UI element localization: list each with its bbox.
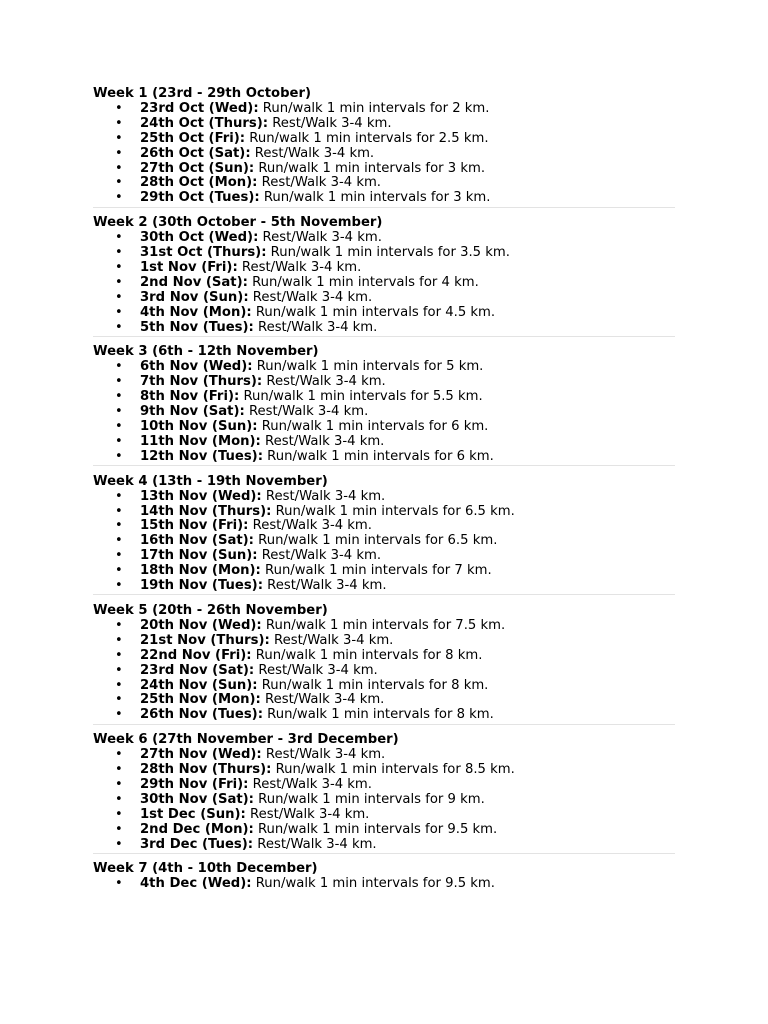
day-label: 28th Nov (Thurs): bbox=[140, 762, 272, 778]
list-item bbox=[93, 390, 675, 405]
day-activity: Run/walk 1 min intervals for 6 km. bbox=[262, 448, 494, 464]
day-label: 29th Oct (Tues): bbox=[140, 190, 260, 206]
list-item bbox=[93, 405, 675, 420]
day-activity: Run/walk 1 min intervals for 4 km. bbox=[247, 274, 479, 290]
day-activity: Run/walk 1 min intervals for 3 km. bbox=[254, 160, 486, 176]
day-activity: Rest/Walk 3-4 km. bbox=[245, 806, 370, 822]
day-activity: Run/walk 1 min intervals for 3.5 km. bbox=[266, 245, 510, 261]
list-item bbox=[93, 679, 675, 694]
day-activity: Rest/Walk 3-4 km. bbox=[253, 836, 377, 852]
week-section bbox=[93, 860, 675, 892]
list-item bbox=[93, 748, 675, 763]
week-title: Week 4 (13th - 19th November) bbox=[93, 473, 328, 489]
day-label: 28th Oct (Mon): bbox=[140, 175, 258, 191]
list-item bbox=[93, 838, 675, 853]
day-activity: Rest/Walk 3-4 km. bbox=[254, 662, 378, 678]
list-item bbox=[93, 619, 675, 634]
day-activity: Rest/Walk 3-4 km. bbox=[268, 115, 392, 131]
day-label: 25th Nov (Mon): bbox=[140, 692, 261, 708]
day-activity: Rest/Walk 3-4 km. bbox=[248, 776, 372, 792]
week-section bbox=[93, 214, 675, 337]
list-item bbox=[93, 306, 675, 321]
day-activity: Rest/Walk 3-4 km. bbox=[262, 578, 387, 594]
day-label: 24th Nov (Sun): bbox=[140, 677, 258, 693]
day-label: 25th Oct (Fri): bbox=[140, 130, 246, 146]
day-list bbox=[93, 877, 675, 892]
list-item bbox=[93, 321, 675, 336]
day-label: 2nd Dec (Mon): bbox=[140, 821, 254, 837]
day-activity: Run/walk 1 min intervals for 3 km. bbox=[259, 190, 491, 206]
day-label: 3rd Dec (Tues): bbox=[140, 836, 254, 852]
day-label: 12th Nov (Tues): bbox=[140, 448, 263, 464]
day-label: 13th Nov (Wed): bbox=[140, 488, 262, 504]
day-activity: Rest/Walk 3-4 km. bbox=[250, 145, 375, 161]
day-list bbox=[93, 490, 675, 594]
section-divider bbox=[93, 724, 675, 725]
day-label: 9th Nov (Sat): bbox=[140, 404, 245, 420]
day-activity: Rest/Walk 3-4 km. bbox=[261, 747, 386, 763]
day-activity: Run/walk 1 min intervals for 8.5 km. bbox=[271, 762, 515, 778]
week-section bbox=[93, 602, 675, 725]
day-label: 17th Nov (Sun): bbox=[140, 548, 258, 564]
list-item bbox=[93, 191, 675, 206]
day-label: 21st Nov (Thurs): bbox=[140, 632, 270, 648]
day-label: 18th Nov (Mon): bbox=[140, 563, 261, 579]
day-label: 20th Nov (Wed): bbox=[140, 617, 262, 633]
list-item bbox=[93, 291, 675, 306]
day-activity: Run/walk 1 min intervals for 4.5 km. bbox=[251, 304, 496, 320]
day-activity: Rest/Walk 3-4 km. bbox=[248, 518, 372, 534]
day-list bbox=[93, 231, 675, 335]
day-label: 23rd Nov (Sat): bbox=[140, 662, 255, 678]
day-label: 23rd Oct (Wed): bbox=[140, 101, 259, 116]
day-label: 26th Nov (Tues): bbox=[140, 707, 263, 723]
list-item bbox=[93, 176, 675, 191]
day-label: 2nd Nov (Sat): bbox=[140, 274, 248, 290]
list-item bbox=[93, 375, 675, 390]
section-divider bbox=[93, 853, 675, 854]
day-label: 24th Oct (Thurs): bbox=[140, 115, 269, 131]
day-activity: Run/walk 1 min intervals for 7.5 km. bbox=[261, 617, 506, 633]
section-divider bbox=[93, 594, 675, 595]
list-item bbox=[93, 579, 675, 594]
day-activity: Rest/Walk 3-4 km. bbox=[244, 404, 369, 420]
day-label: 22nd Nov (Fri): bbox=[140, 647, 252, 663]
day-activity: Rest/Walk 3-4 km. bbox=[258, 230, 382, 246]
day-activity: Run/walk 1 min intervals for 2.5 km. bbox=[245, 130, 489, 146]
day-label: 15th Nov (Fri): bbox=[140, 518, 249, 534]
list-item bbox=[93, 534, 675, 549]
day-activity: Run/walk 1 min intervals for 9.5 km. bbox=[253, 821, 498, 837]
list-item bbox=[93, 102, 675, 117]
list-item bbox=[93, 763, 675, 778]
day-activity: Rest/Walk 3-4 km. bbox=[262, 374, 386, 390]
list-item bbox=[93, 231, 675, 246]
day-list bbox=[93, 619, 675, 723]
list-item bbox=[93, 823, 675, 838]
list-item bbox=[93, 505, 675, 520]
week-title: Week 1 (23rd - 29th October) bbox=[93, 86, 312, 101]
day-label: 1st Dec (Sun): bbox=[140, 806, 246, 822]
day-label: 27th Oct (Sun): bbox=[140, 160, 255, 176]
section-divider bbox=[93, 336, 675, 337]
list-item bbox=[93, 147, 675, 162]
week-section bbox=[93, 731, 675, 854]
list-item bbox=[93, 793, 675, 808]
day-activity: Run/walk 1 min intervals for 8 km. bbox=[251, 647, 483, 663]
day-activity: Rest/Walk 3-4 km. bbox=[257, 548, 382, 564]
list-item bbox=[93, 564, 675, 579]
day-label: 3rd Nov (Sun): bbox=[140, 289, 249, 305]
day-label: 29th Nov (Fri): bbox=[140, 776, 249, 792]
day-activity: Run/walk 1 min intervals for 5.5 km. bbox=[239, 389, 483, 405]
day-label: 27th Nov (Wed): bbox=[140, 747, 262, 763]
list-item bbox=[93, 420, 675, 435]
day-list bbox=[93, 102, 675, 206]
list-item bbox=[93, 117, 675, 132]
day-label: 6th Nov (Wed): bbox=[140, 359, 253, 375]
day-activity: Rest/Walk 3-4 km. bbox=[237, 260, 362, 276]
day-activity: Rest/Walk 3-4 km. bbox=[260, 433, 385, 449]
day-activity: Run/walk 1 min intervals for 9 km. bbox=[253, 791, 485, 807]
day-label: 1st Nov (Fri): bbox=[140, 260, 238, 276]
day-label: 10th Nov (Sun): bbox=[140, 419, 258, 435]
day-label: 14th Nov (Thurs): bbox=[140, 503, 272, 519]
day-label: 4th Nov (Mon): bbox=[140, 304, 252, 320]
day-activity: Run/walk 1 min intervals for 5 km. bbox=[252, 359, 484, 375]
day-label: 4th Dec (Wed): bbox=[140, 876, 252, 892]
day-list bbox=[93, 748, 675, 852]
section-divider bbox=[93, 465, 675, 466]
day-label: 11th Nov (Mon): bbox=[140, 433, 261, 449]
day-label: 7th Nov (Thurs): bbox=[140, 374, 263, 390]
day-activity: Rest/Walk 3-4 km. bbox=[260, 692, 385, 708]
list-item bbox=[93, 360, 675, 375]
week-section bbox=[93, 473, 675, 596]
list-item bbox=[93, 490, 675, 505]
week-title: Week 2 (30th October - 5th November) bbox=[93, 215, 383, 231]
day-label: 8th Nov (Fri): bbox=[140, 389, 240, 405]
list-item bbox=[93, 708, 675, 723]
training-plan-document bbox=[93, 85, 675, 899]
day-label: 5th Nov (Tues): bbox=[140, 319, 254, 335]
list-item bbox=[93, 664, 675, 679]
day-list bbox=[93, 360, 675, 464]
day-activity: Run/walk 1 min intervals for 7 km. bbox=[260, 563, 492, 579]
day-activity: Run/walk 1 min intervals for 6 km. bbox=[257, 419, 489, 435]
day-activity: Rest/Walk 3-4 km. bbox=[261, 488, 386, 504]
day-activity: Run/walk 1 min intervals for 6.5 km. bbox=[271, 503, 515, 519]
day-activity: Run/walk 1 min intervals for 8 km. bbox=[262, 707, 494, 723]
day-activity: Rest/Walk 3-4 km. bbox=[257, 175, 382, 191]
list-item bbox=[93, 649, 675, 664]
day-label: 16th Nov (Sat): bbox=[140, 533, 254, 549]
list-item bbox=[93, 162, 675, 177]
list-item bbox=[93, 519, 675, 534]
list-item bbox=[93, 549, 675, 564]
list-item bbox=[93, 808, 675, 823]
day-activity: Rest/Walk 3-4 km. bbox=[248, 289, 373, 305]
day-label: 30th Nov (Sat): bbox=[140, 791, 254, 807]
day-activity: Run/walk 1 min intervals for 6.5 km. bbox=[253, 533, 498, 549]
day-label: 30th Oct (Wed): bbox=[140, 230, 259, 246]
week-section bbox=[93, 85, 675, 208]
list-item bbox=[93, 261, 675, 276]
day-activity: Rest/Walk 3-4 km. bbox=[269, 632, 394, 648]
list-item bbox=[93, 450, 675, 465]
list-item bbox=[93, 693, 675, 708]
list-item bbox=[93, 778, 675, 793]
section-divider bbox=[93, 207, 675, 208]
list-item bbox=[93, 877, 675, 892]
week-title: Week 3 (6th - 12th November) bbox=[93, 344, 319, 360]
day-label: 31st Oct (Thurs): bbox=[140, 245, 267, 261]
day-activity: Rest/Walk 3-4 km. bbox=[253, 319, 378, 335]
list-item bbox=[93, 132, 675, 147]
week-title: Week 7 (4th - 10th December) bbox=[93, 861, 318, 877]
list-item bbox=[93, 435, 675, 450]
day-label: 26th Oct (Sat): bbox=[140, 145, 251, 161]
day-activity: Run/walk 1 min intervals for 9.5 km. bbox=[251, 876, 495, 892]
list-item bbox=[93, 246, 675, 261]
week-section bbox=[93, 343, 675, 466]
day-activity: Run/walk 1 min intervals for 2 km. bbox=[258, 101, 490, 116]
day-activity: Run/walk 1 min intervals for 8 km. bbox=[257, 677, 489, 693]
list-item bbox=[93, 276, 675, 291]
day-label: 19th Nov (Tues): bbox=[140, 578, 263, 594]
week-title: Week 6 (27th November - 3rd December) bbox=[93, 732, 399, 748]
list-item bbox=[93, 634, 675, 649]
week-title: Week 5 (20th - 26th November) bbox=[93, 602, 328, 618]
